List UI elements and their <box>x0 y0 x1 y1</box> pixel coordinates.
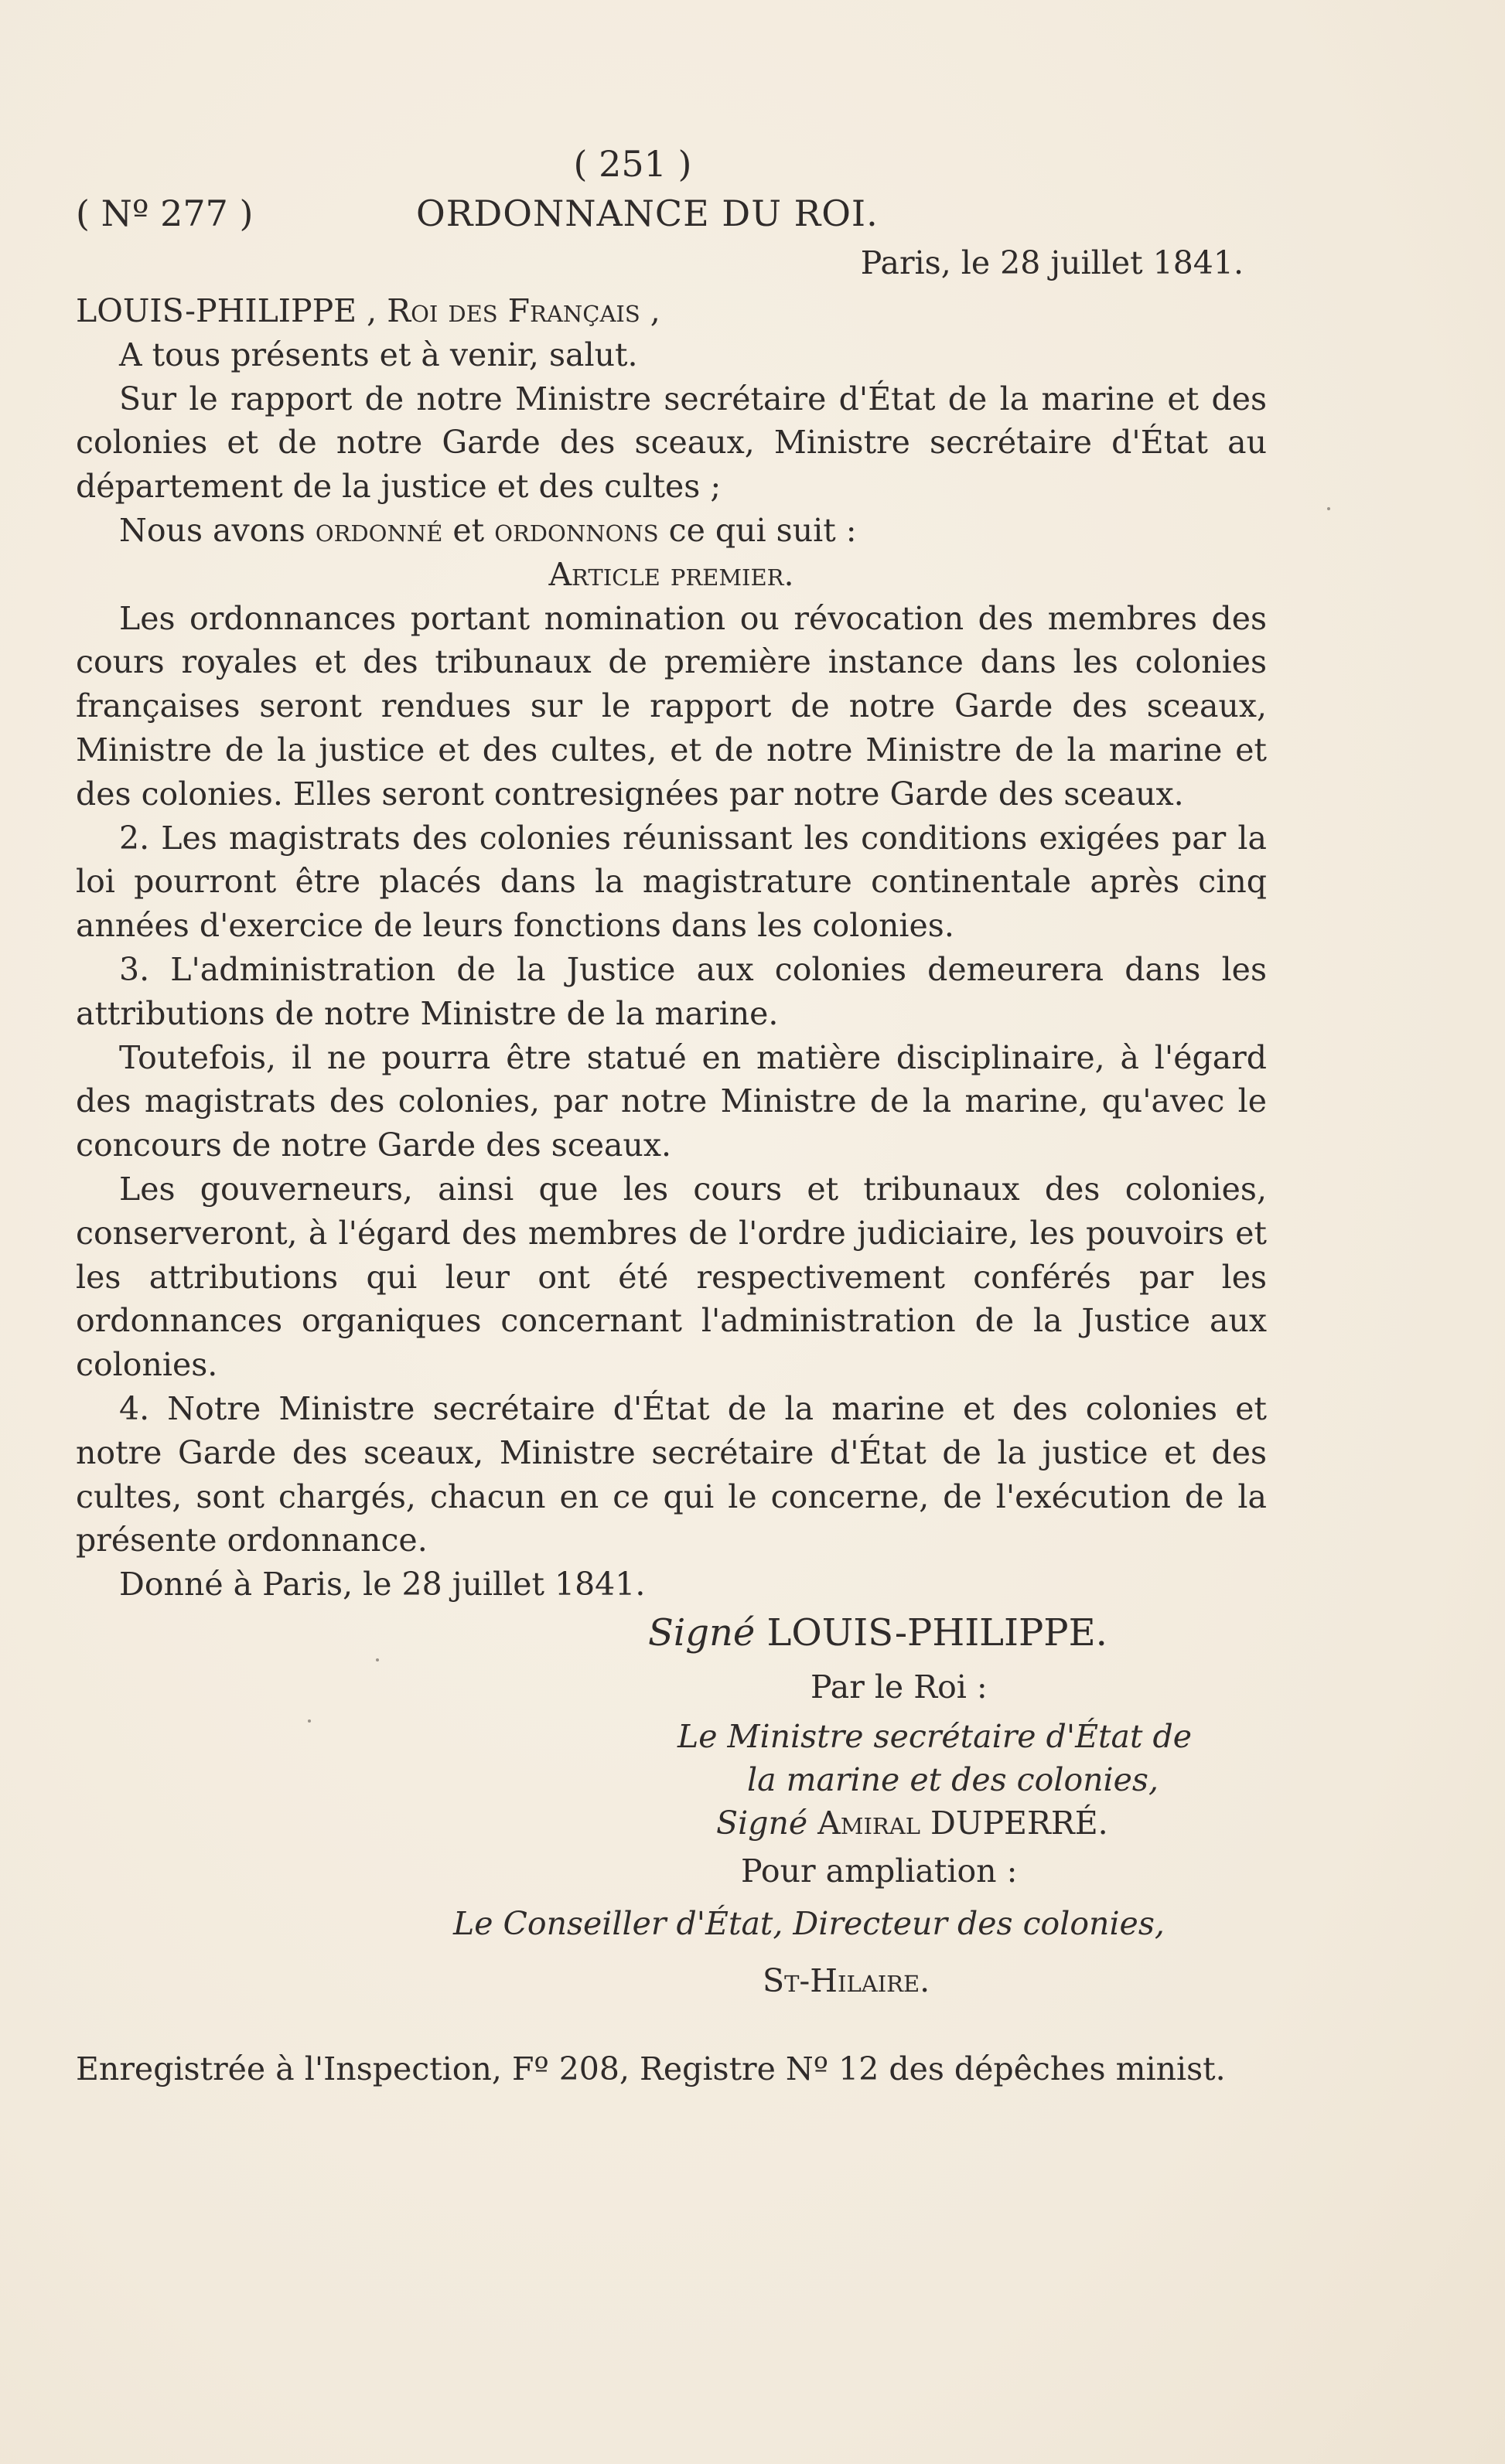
registration-footer: Enregistrée à l'Inspection, Fº 208, Registre Nº 12 des dépêches minist. <box>76 2050 1226 2087</box>
king-name: LOUIS-PHILIPPE <box>76 292 357 329</box>
date-line: Paris, le 28 juillet 1841. <box>860 244 1244 281</box>
ordinance-header <box>76 192 1267 241</box>
article-heading: Article premier. <box>548 555 794 593</box>
st-hilaire-signature: St-Hilaire. <box>763 1961 930 1999</box>
paper-speck <box>1327 507 1330 510</box>
article-1: Les ordonnances portant nomination ou révocation des membres des cours royales et des tribunaux de première instance dans les colonies françaises seront rendues sur le rapport de notre Garde des sceaux, Ministre de la justice et des cultes, et de notre Ministre de la marine et des colonies. Elles seront contresignées par notre Garde des sceaux. <box>76 599 1267 813</box>
article-4: 4. Notre Ministre secrétaire d'État de la marine et des colonies et notre Garde des sceaux, Ministre secrétaire d'État de la justice et des cultes, sont chargés, chacun en ce qui le concerne, de l'exécution de la présente ordonnance. <box>76 1389 1267 1559</box>
ordain-line: Nous avons ordonné et ordonnons ce qui suit : <box>119 511 857 549</box>
king-signature: Signé LOUIS-PHILIPPE. <box>648 1610 1107 1655</box>
ampliation: Pour ampliation : <box>741 1852 1018 1890</box>
article-3: 3. L'administration de la Justice aux colonies demeurera dans les attributions de notre Ministre de la marine. <box>76 950 1267 1032</box>
article-3-paragraph-2: Toutefois, il ne pourra être statué en matière disciplinaire, à l'égard des magistrats des colonies, par notre Ministre de la marine, qu'avec le concours de notre Garde des sceaux. <box>76 1038 1267 1164</box>
preamble: Sur le rapport de notre Ministre secrétaire d'État de la marine et des colonies et de notre Garde des sceaux, Ministre secrétaire d'État au département de la justice et des cultes ; <box>76 380 1267 506</box>
king-title: Roi des Français <box>387 292 640 329</box>
paper-speck <box>308 1719 311 1723</box>
minister-title-line-2: la marine et des colonies, <box>747 1760 1159 1798</box>
minister-signature: Signé Amiral DUPERRÉ. <box>716 1804 1108 1842</box>
article-3-paragraph-3: Les gouverneurs, ainsi que les cours et tribunaux des colonies, conserveront, à l'égard des membres de l'ordre judiciaire, les pouvoirs et les attributions qui leur ont été respectivement conférés par les ordonnances organiques concernant l'administration de la Justice aux colonies. <box>76 1170 1267 1384</box>
greeting: A tous présents et à venir, salut. <box>119 336 638 373</box>
par-le-roi: Par le Roi : <box>811 1668 988 1706</box>
article-2: 2. Les magistrats des colonies réunissant les conditions exigées par la loi pourront être placés dans la magistrature continentale après cinq années d'exercice de leurs fonctions dans les colonies. <box>76 819 1267 945</box>
minister-title-line-1: Le Ministre secrétaire d'État de <box>677 1717 1192 1755</box>
document-content <box>76 141 1267 2091</box>
king-line: LOUIS-PHILIPPE , Roi des Français , <box>76 292 660 329</box>
ordinance-number: ( Nº 277 ) <box>76 193 254 234</box>
ordinance-title: ORDONNANCE DU ROI. <box>416 193 879 234</box>
signature-block <box>76 1607 1267 2040</box>
given-at: Donné à Paris, le 28 juillet 1841. <box>119 1566 646 1603</box>
paper-speck <box>376 1658 379 1661</box>
page-number: ( 251 ) <box>573 143 692 185</box>
conseiller-line: Le Conseiller d'État, Directeur des colonies, <box>453 1904 1165 1942</box>
